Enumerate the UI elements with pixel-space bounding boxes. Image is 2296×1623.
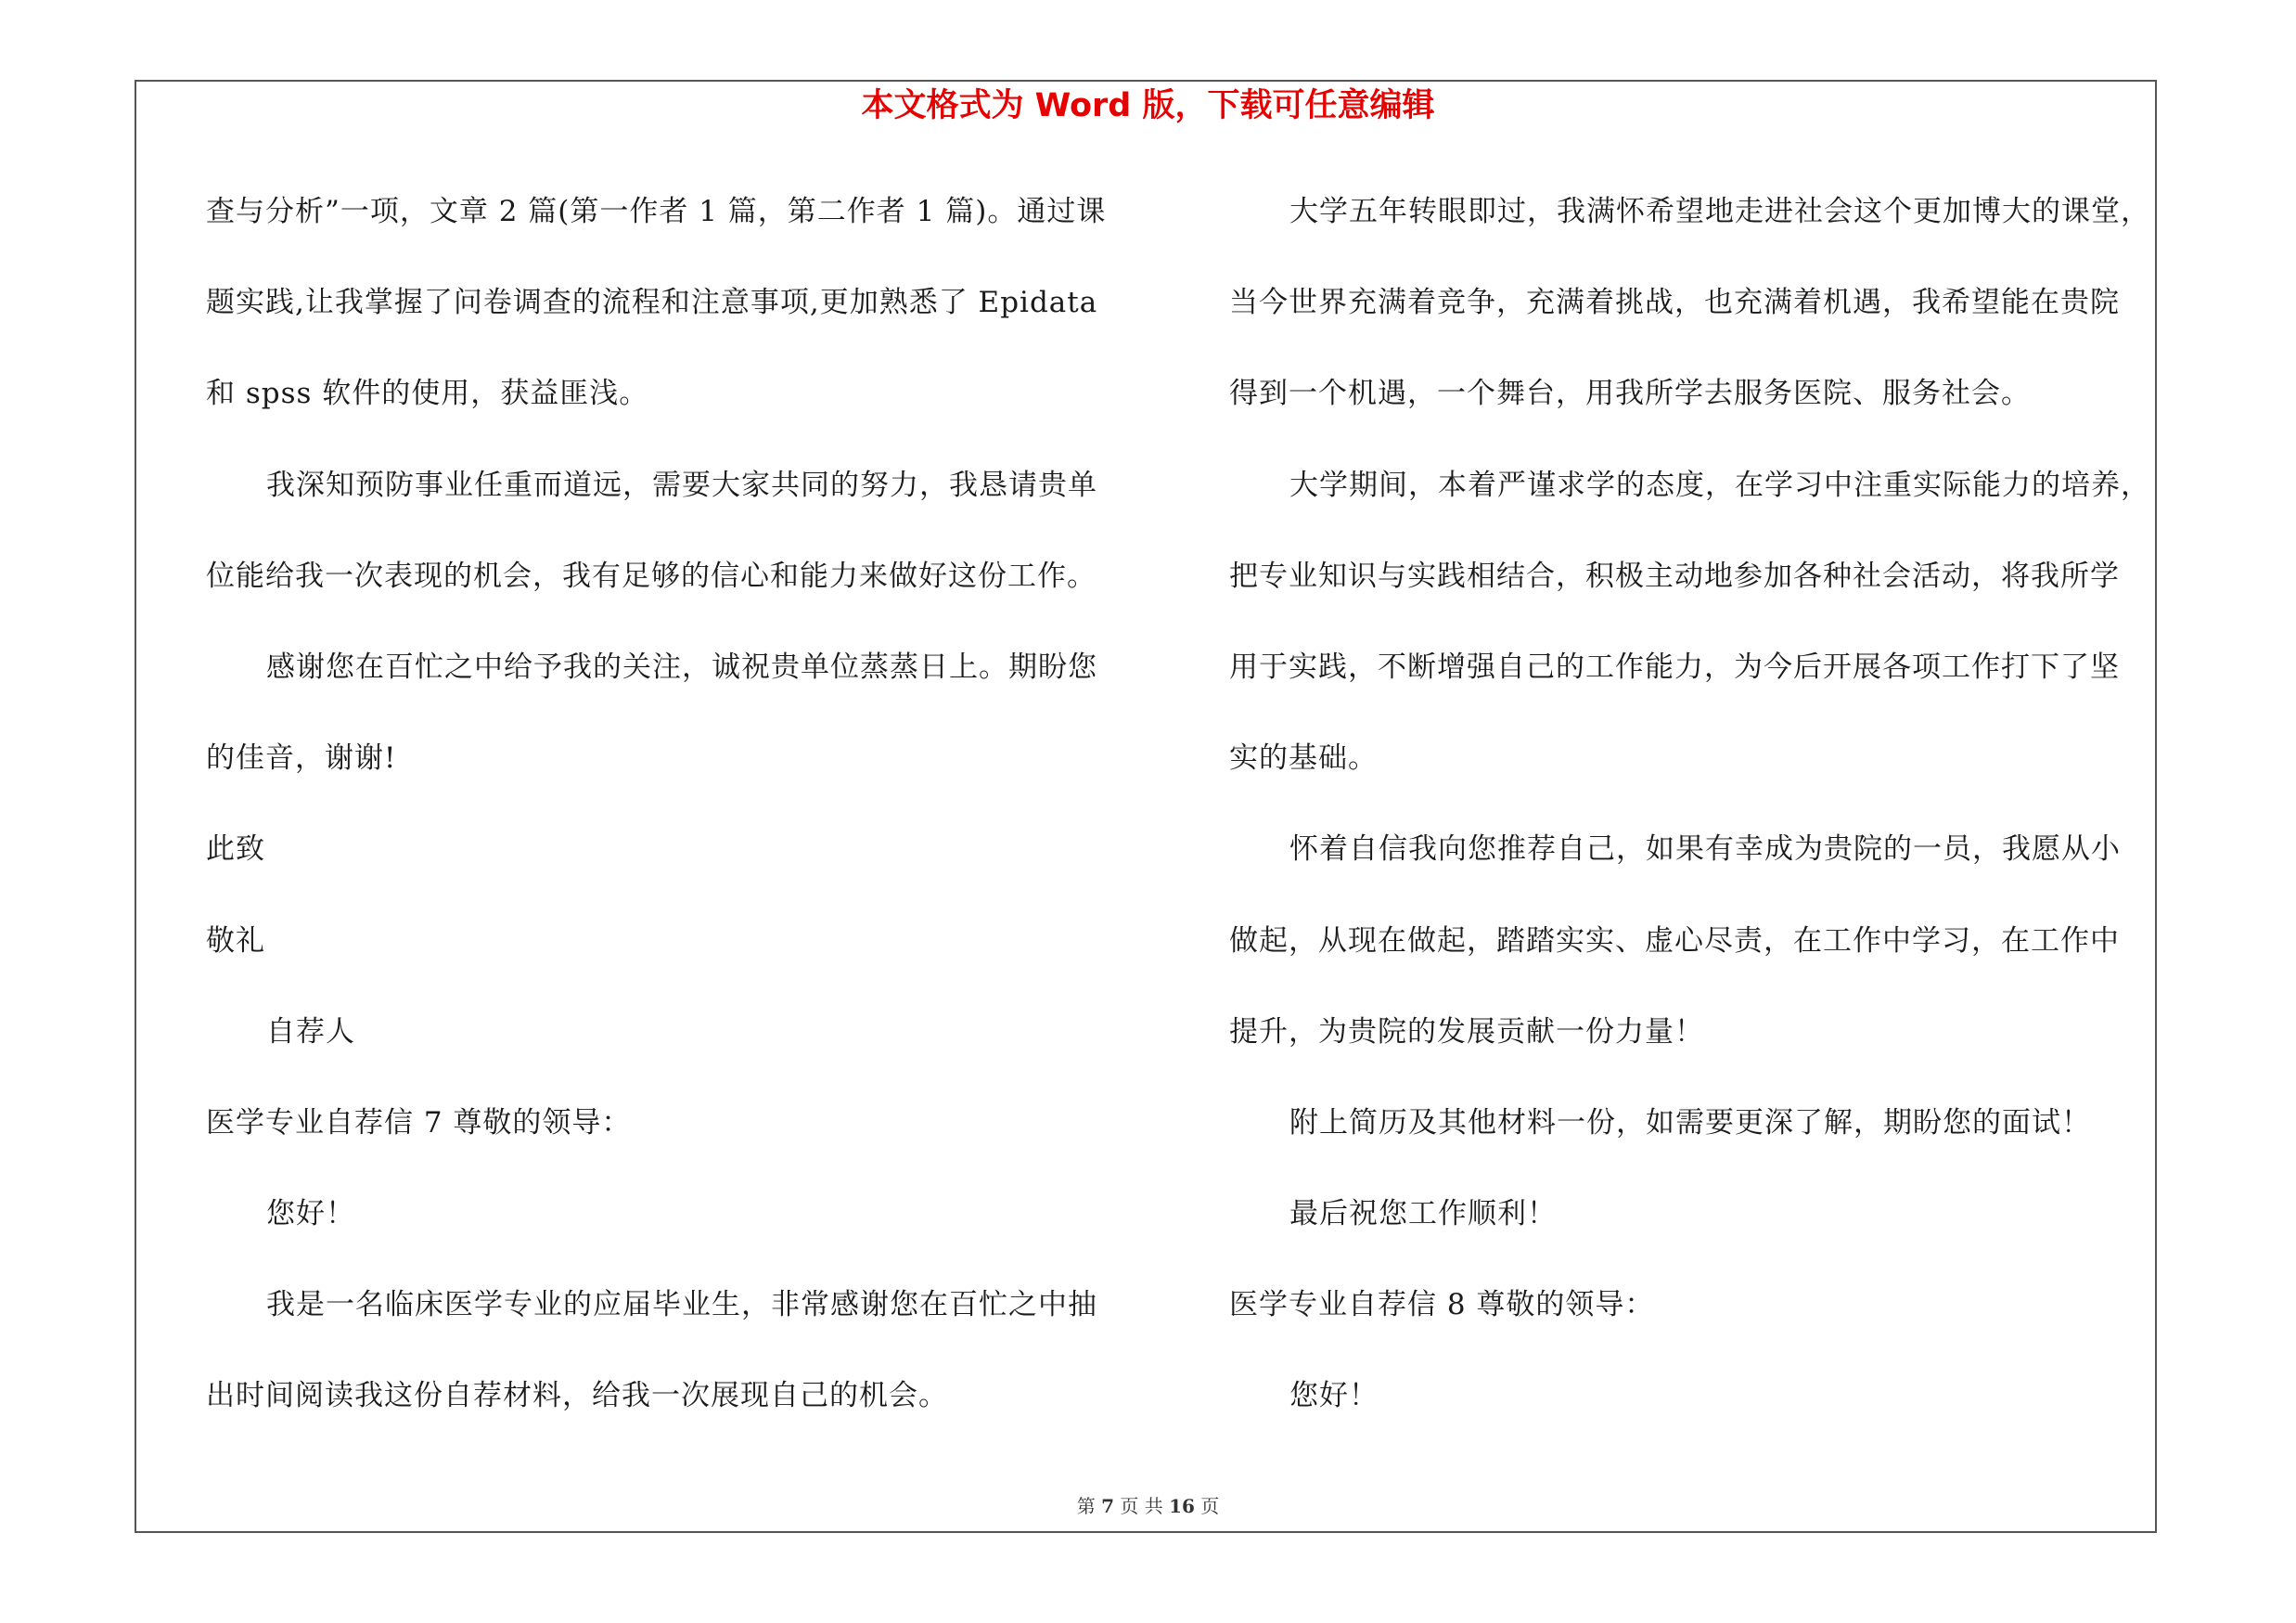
page-footer (0, 1494, 2296, 1518)
greeting-line: 您好！ (1289, 1379, 1379, 1413)
text-line: 怀着自信我向您推荐自己，如果有幸成为贵院的一员，我愿从小 (1289, 832, 2121, 867)
letter-heading: 医学专业自荐信 7 尊敬的领导： (206, 1105, 632, 1140)
letter-heading: 医学专业自荐信 8 尊敬的领导： (1229, 1288, 1655, 1322)
current-page-number: 7 (1101, 1495, 1114, 1517)
text-line: 位能给我一次表现的机会，我有足够的信心和能力来做好这份工作。 (206, 559, 1097, 593)
closing-line: 最后祝您工作顺利！ (1289, 1197, 1557, 1231)
text-line: 出时间阅读我这份自荐材料，给我一次展现自己的机会。 (206, 1379, 948, 1413)
text-line: 大学期间，本着严谨求学的态度，在学习中注重实际能力的培养， (1289, 468, 2150, 502)
salutation-line: 此致 (206, 832, 265, 867)
format-banner: 本文格式为 Word 版，下载可任意编辑 (861, 87, 1435, 124)
text-line: 查与分析”一项，文章 2 篇(第一作者 1 篇，第二作者 1 篇)。通过课 (206, 195, 1107, 228)
text-line: 我深知预防事业任重而道远，需要大家共同的努力，我恳请贵单 (266, 468, 1097, 502)
footer-middle: 页 共 (1120, 1495, 1163, 1517)
greeting-line: 您好！ (266, 1197, 355, 1231)
signature-line: 自荐人 (266, 1014, 355, 1049)
text-line: 和 spss 软件的使用，获益匪浅。 (206, 377, 649, 411)
text-line: 感谢您在百忙之中给予我的关注，诚祝贵单位蒸蒸日上。期盼您 (266, 650, 1097, 684)
footer-prefix: 第 (1076, 1495, 1096, 1517)
text-line: 大学五年转眼即过，我满怀希望地走进社会这个更加博大的课堂， (1289, 195, 2150, 228)
text-line: 附上简历及其他材料一份，如需要更深了解，期盼您的面试！ (1289, 1105, 2091, 1140)
left-column (206, 184, 1171, 1460)
salutation-line: 敬礼 (206, 923, 265, 958)
text-line: 题实践,让我掌握了问卷调查的流程和注意事项,更加熟悉了 Epidata (206, 286, 1098, 320)
text-line: 得到一个机遇，一个舞台，用我所学去服务医院、服务社会。 (1229, 377, 2031, 411)
text-line: 做起，从现在做起，踏踏实实、虚心尽责，在工作中学习，在工作中 (1229, 923, 2120, 958)
right-column (1229, 184, 2194, 1460)
text-line: 实的基础。 (1229, 741, 1378, 776)
text-line: 提升，为贵院的发展贡献一份力量！ (1229, 1014, 1704, 1049)
text-line: 用于实践，不断增强自己的工作能力，为今后开展各项工作打下了坚 (1229, 650, 2120, 684)
text-line: 把专业知识与实践相结合，积极主动地参加各种社会活动，将我所学 (1229, 559, 2120, 593)
total-page-count: 16 (1169, 1495, 1195, 1517)
text-line: 我是一名临床医学专业的应届毕业生，非常感谢您在百忙之中抽 (266, 1288, 1097, 1322)
footer-suffix: 页 (1200, 1495, 1220, 1517)
text-line: 的佳音，谢谢! (206, 741, 397, 776)
text-line: 当今世界充满着竞争，充满着挑战，也充满着机遇，我希望能在贵院 (1229, 286, 2120, 320)
